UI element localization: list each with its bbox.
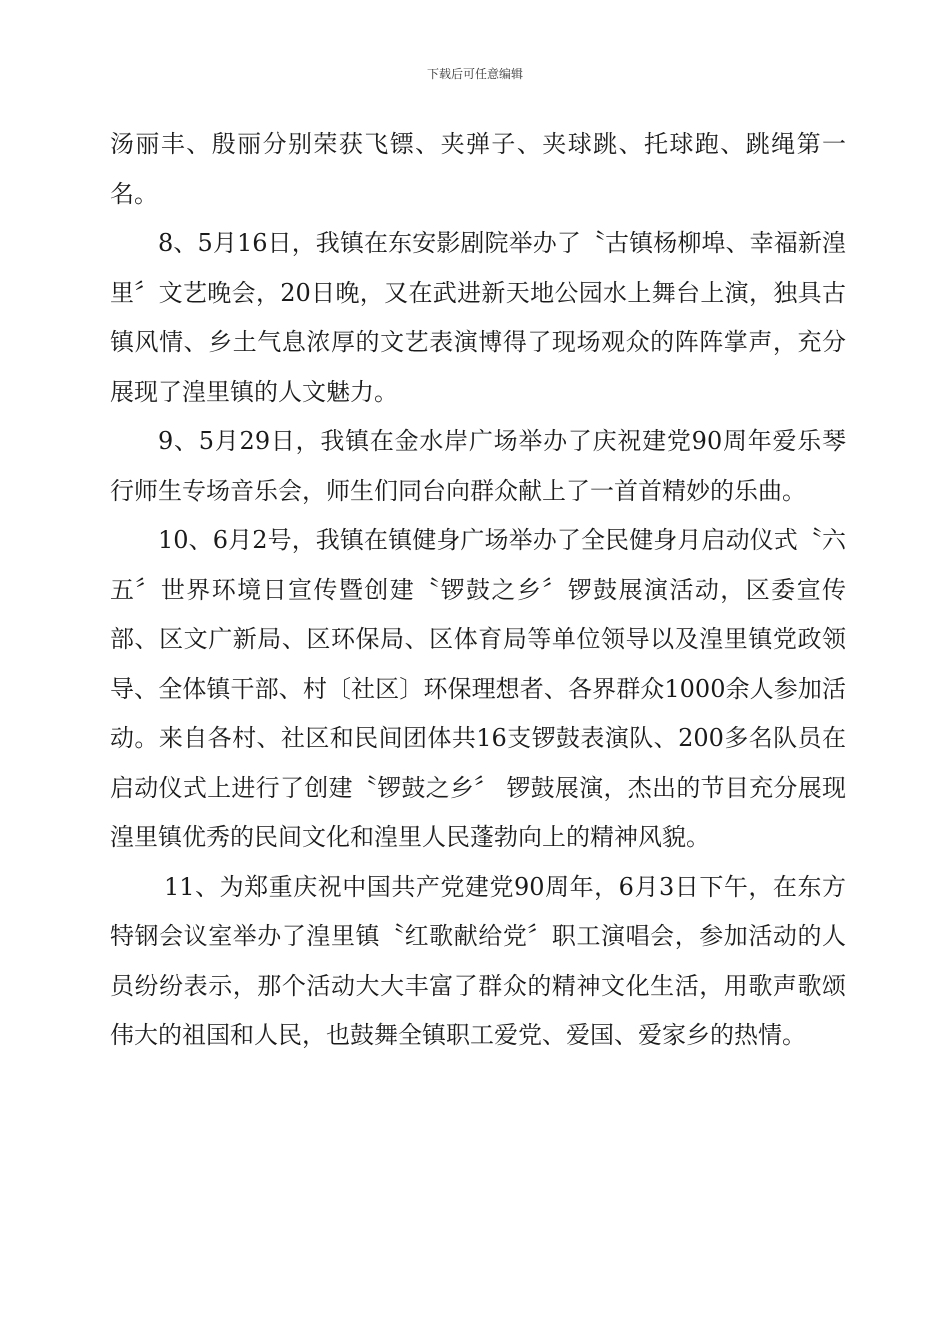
document-body (110, 120, 846, 1061)
paragraph-item-10: 10、6月2号，我镇在镇健身广场举办了全民健身月启动仪式〝六五〞世界环境日宣传暨创建〝锣鼓之乡〞锣鼓展演活动，区委宣传部、区文广新局、区环保局、区体育局等单位领导以及湟里镇党政领导、全体镇干部、村〔社区〕环保理想者、各界群众1000余人参加活动。来自各村、社区和民间团体共16支锣鼓表演队、200多名队员在启动仪式上进行了创建〝锣鼓之乡〞 锣鼓展演，杰出的节目充分展现湟里镇优秀的民间文化和湟里人民蓬勃向上的精神风貌。 (110, 526, 846, 851)
page-header: 下载后可任意编辑 (426, 67, 523, 81)
paragraph-item-11: 11、为郑重庆祝中国共产党建党90周年，6月3日下午，在东方特钢会议室举办了湟里镇〝红歌献给党〞职工演唱会，参加活动的人员纷纷表示，那个活动大大丰富了群众的精神文化生活，用歌声歌颂伟大的祖国和人民，也鼓舞全镇职工爱党、爱国、爱家乡的热情。 (110, 872, 846, 1049)
paragraph-continuation: 汤丽丰、殷丽分别荣获飞镖、夹弹子、夹球跳、托球跑、跳绳第一名。 (110, 130, 846, 208)
paragraph-item-9: 9、5月29日，我镇在金水岸广场举办了庆祝建党90周年爱乐琴行师生专场音乐会，师生们同台向群众献上了一首首精妙的乐曲。 (110, 427, 846, 505)
paragraph-item-8: 8、5月16日，我镇在东安影剧院举办了〝古镇杨柳埠、幸福新湟里〞文艺晚会，20日晚，又在武进新天地公园水上舞台上演，独具古镇风情、乡土气息浓厚的文艺表演博得了现场观众的阵阵掌声，充分展现了湟里镇的人文魅力。 (110, 229, 846, 406)
